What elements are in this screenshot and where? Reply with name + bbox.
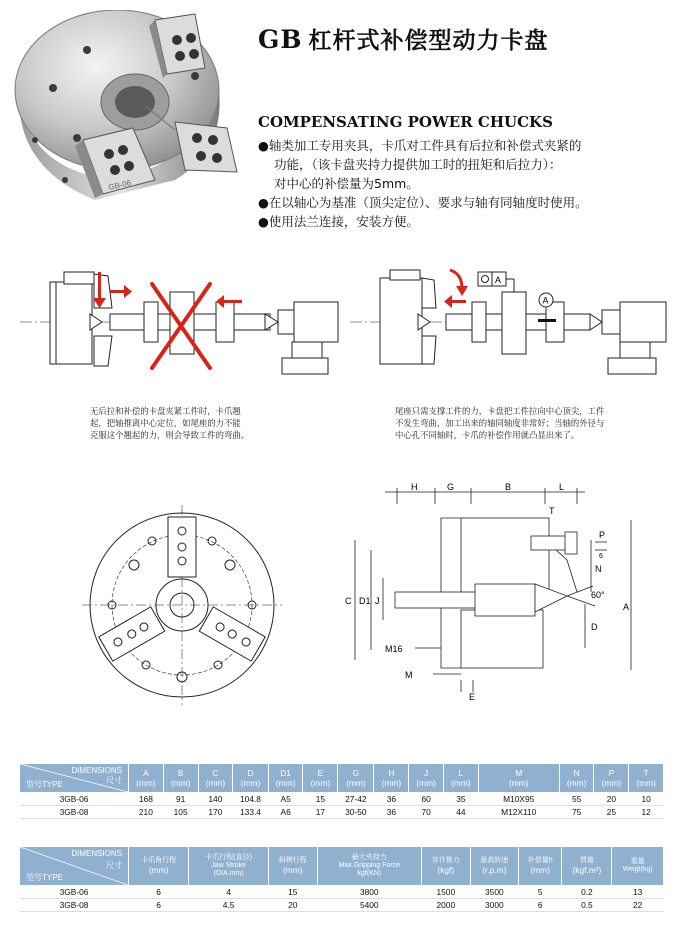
table-cell: 2000	[422, 899, 471, 912]
table1-header-dim: DIMENSIONS	[71, 766, 122, 775]
dim-e: E	[469, 692, 476, 702]
table-row	[20, 793, 664, 806]
table1-header-type: 型号TYPE	[26, 780, 63, 789]
table1-col-name: G	[352, 768, 360, 778]
diagram-right-caption-line: 中心孔不同轴时，卡爪的补偿作用就凸显出来了。	[395, 430, 580, 440]
table1-col-header	[559, 764, 594, 793]
table1-col-unit: (mm)	[416, 778, 436, 788]
table2-col-sub: Max.Gripping Force	[338, 862, 401, 869]
title-en: GB	[258, 25, 303, 54]
table1-col-unit: (mm)	[566, 778, 587, 788]
table2-col-header	[519, 847, 562, 886]
table2-col-unit: (r.p.m)	[482, 865, 507, 875]
table-row	[20, 899, 664, 912]
table1-col-name: D	[247, 768, 254, 778]
table1-header-dim-zh: 尺寸	[106, 776, 122, 785]
table2-col-header	[562, 847, 612, 886]
diagram-left-caption-line: 克服这个翘起的力，则会导致工件的弯曲。	[90, 430, 250, 440]
table-cell: A5	[268, 793, 303, 806]
table1-col-header	[129, 764, 164, 793]
table2-col-header	[269, 847, 318, 886]
table2-col-unit: Weigt(kg)	[622, 866, 653, 873]
feature-3: ●使用法兰连接，安装方便。	[258, 214, 419, 229]
chuck-photo	[5, 10, 245, 225]
table1-col-header	[268, 764, 303, 793]
table-cell: 210	[129, 806, 164, 819]
table-cell: 35	[443, 793, 478, 806]
table-cell: 13	[612, 886, 664, 899]
table-cell: 3500	[470, 886, 519, 899]
table-row	[20, 806, 664, 819]
table-cell: 140	[198, 793, 233, 806]
table1-col-name: T	[643, 768, 649, 778]
table-cell: 5400	[317, 899, 422, 912]
table-cell: 5	[519, 886, 562, 899]
table2-col-header	[129, 847, 189, 886]
dim-p: P	[599, 530, 606, 540]
table-cell: 1500	[422, 886, 471, 899]
table-cell: 6	[129, 886, 189, 899]
table1-col-header	[409, 764, 444, 793]
table1-col-header	[374, 764, 409, 793]
table1-col-header	[443, 764, 478, 793]
dim-l: L	[559, 482, 565, 492]
table2-col-header	[317, 847, 422, 886]
table-cell: 15	[303, 793, 338, 806]
table1-col-header	[303, 764, 338, 793]
diagram-right-caption	[395, 405, 604, 441]
tolerance-label: A	[495, 275, 502, 285]
table1-col-header	[198, 764, 233, 793]
table1-col-name: C	[212, 768, 219, 778]
table-row	[20, 886, 664, 899]
photo-stamp-text: GB-06	[107, 178, 133, 192]
table-cell: A6	[268, 806, 303, 819]
table2-col-header	[612, 847, 664, 886]
table1-col-unit: (mm)	[170, 778, 191, 788]
dim-b: B	[505, 482, 512, 492]
table-cell: M12X110	[478, 806, 559, 819]
table-cell: 55	[559, 793, 594, 806]
feature-1-line-3: 对中心的补偿量为5mm。	[274, 176, 419, 191]
feature-1-line-1: ●轴类加工专用夹具，卡爪对工件具有后拉和补偿式夹紧的	[258, 138, 582, 153]
table-cell: 22	[612, 899, 664, 912]
table1-col-name: B	[177, 768, 184, 778]
table1-col-unit: (mm)	[240, 778, 261, 788]
dim-p-small: 6	[599, 553, 603, 560]
table1-col-unit: (mm)	[636, 778, 656, 788]
table1-col-header	[594, 764, 629, 793]
table-cell: 3800	[317, 886, 422, 899]
table1-col-header	[163, 764, 198, 793]
table1-col-unit: (mm)	[346, 778, 366, 788]
table1-col-unit: (mm)	[601, 778, 622, 788]
table-cell: 6	[519, 899, 562, 912]
table1-col-name: A	[143, 768, 149, 778]
table-cell: 25	[594, 806, 629, 819]
table-cell: 36	[374, 806, 409, 819]
table2-col-name: 惯量	[579, 857, 594, 864]
table2-col-name: 卡爪角行程	[141, 857, 177, 864]
table1-col-unit: (mm)	[275, 778, 296, 788]
table1-col-unit: (mm)	[205, 778, 226, 788]
table2-col-unit: (mm)	[282, 865, 303, 875]
dimensions-table	[19, 763, 664, 819]
table2-header-dim-zh: 尺寸	[106, 861, 122, 870]
table1-col-header	[233, 764, 268, 793]
diagram-right-caption-line: 不发生弯曲，加工出来的轴同轴度非常好；当轴的外径与	[395, 418, 605, 428]
table2-col-sub: Jaw Stroke	[211, 862, 246, 869]
table2-col-name: 斜楔行程	[278, 857, 307, 864]
table2-col-name: 卡爪行程(直径)	[205, 854, 252, 861]
table2-col-header	[189, 847, 269, 886]
diagram-with-compensation	[350, 262, 670, 402]
table1-col-name: P	[608, 768, 615, 778]
table2-col-header	[470, 847, 519, 886]
table-cell: 133.4	[233, 806, 268, 819]
table2-corner-header	[20, 847, 129, 886]
table2-col-unit: (mm)	[148, 865, 169, 875]
table1-col-name: J	[424, 768, 429, 778]
table-cell: 4	[189, 886, 269, 899]
table2-col-unit: (mm)	[530, 865, 551, 875]
dim-g: G	[447, 482, 455, 492]
dim-h: H	[411, 482, 418, 492]
table-cell: 3GB-08	[20, 806, 129, 819]
table-cell: 12	[629, 806, 664, 819]
dim-angle: 60°	[591, 590, 605, 600]
table-cell: 170	[198, 806, 233, 819]
table-cell: 3000	[470, 899, 519, 912]
table1-col-name: N	[573, 768, 580, 778]
table-cell: 3GB-06	[20, 886, 129, 899]
table2-col-name: 容许推力	[431, 857, 460, 864]
table-cell: 30-50	[338, 806, 374, 819]
table1-col-unit: (mm)	[508, 778, 529, 788]
feature-list	[258, 136, 676, 231]
table2-header-dim: DIMENSIONS	[71, 849, 122, 858]
page-title	[258, 22, 548, 55]
table-cell: 75	[559, 806, 594, 819]
table1-col-name: M	[515, 768, 523, 778]
table1-col-header	[338, 764, 374, 793]
table1-col-name: L	[458, 768, 464, 778]
table-cell: 44	[443, 806, 478, 819]
table-cell: M10X95	[478, 793, 559, 806]
table1-col-header	[629, 764, 664, 793]
diagram-right-caption-line: 尾座只需支撑工件的力，卡盘把工件拉向中心顶尖，工件	[395, 406, 605, 416]
performance-table	[19, 846, 664, 912]
diagram-left-caption	[90, 405, 249, 441]
dim-m: M	[405, 670, 413, 680]
table-cell: 6	[129, 899, 189, 912]
table-cell: 4.5	[189, 899, 269, 912]
table2-col-header	[422, 847, 471, 886]
dim-a: A	[623, 602, 630, 612]
feature-1-line-2: 功能，（该卡盘夹持力提供加工时的扭矩和后拉力）：	[274, 157, 562, 172]
datum-label: A	[542, 295, 549, 306]
table1-corner-header	[20, 764, 129, 793]
table2-col-name: 最大夹持力	[351, 854, 387, 861]
section-view-drawing	[345, 480, 645, 708]
table-cell: 105	[163, 806, 198, 819]
table2-col-unit: (kgf)	[437, 865, 455, 875]
table-cell: 3GB-08	[20, 899, 129, 912]
table1-col-unit: (mm)	[451, 778, 471, 788]
table1-col-unit: (mm)	[310, 778, 331, 788]
title-zh: 杠杆式补偿型动力卡盘	[308, 28, 549, 54]
dim-c: C	[345, 596, 352, 606]
dim-j: J	[375, 596, 380, 606]
table-cell: 20	[594, 793, 629, 806]
table1-col-name: D1	[280, 768, 291, 778]
table1-col-unit: (mm)	[381, 778, 402, 788]
table1-col-name: H	[388, 768, 395, 778]
table-cell: 91	[163, 793, 198, 806]
dim-t: T	[549, 506, 555, 516]
table1-col-header	[478, 764, 559, 793]
table2-col-name: 最高转速	[480, 857, 509, 864]
table2-col-name: 重量	[630, 858, 645, 865]
table2-col-unit: (DIA.mm)	[213, 870, 244, 877]
table-cell: 60	[409, 793, 444, 806]
table-cell: 70	[409, 806, 444, 819]
diagram-without-compensation	[20, 262, 340, 402]
feature-2: ●在以轴心为基准（顶尖定位）、要求与轴有同轴度时使用。	[258, 195, 588, 210]
dim-d: D	[591, 622, 598, 632]
table-cell: 27-42	[338, 793, 374, 806]
table1-col-name: E	[317, 768, 324, 778]
dim-m16: M16	[385, 644, 403, 654]
table2-col-unit: (kgf.m²)	[572, 865, 602, 875]
table1-col-unit: (mm)	[136, 778, 156, 788]
table-cell: 104.8	[233, 793, 268, 806]
table2-col-name: 补偿量h	[527, 857, 553, 864]
table-cell: 168	[129, 793, 164, 806]
table-cell: 0.5	[562, 899, 612, 912]
table-cell: 17	[303, 806, 338, 819]
dim-d1: D1	[359, 596, 371, 606]
diagram-left-caption-line: 无后拉和补偿的卡盘夹紧工件时，卡爪翘	[90, 406, 241, 416]
table2-col-unit: kgf(KN)	[357, 870, 382, 877]
table-cell: 3GB-06	[20, 793, 129, 806]
table-cell: 15	[269, 886, 318, 899]
diagram-left-caption-line: 起，把轴推离中心定位，如尾座的力不能	[90, 418, 241, 428]
table-cell: 20	[269, 899, 318, 912]
page-subtitle: COMPENSATING POWER CHUCKS	[258, 113, 553, 131]
front-view-drawing	[82, 505, 282, 705]
table-cell: 36	[374, 793, 409, 806]
table2-header-type: 型号TYPE	[26, 873, 63, 882]
table-cell: 10	[629, 793, 664, 806]
table-cell: 0.2	[562, 886, 612, 899]
dim-n: N	[595, 564, 602, 574]
